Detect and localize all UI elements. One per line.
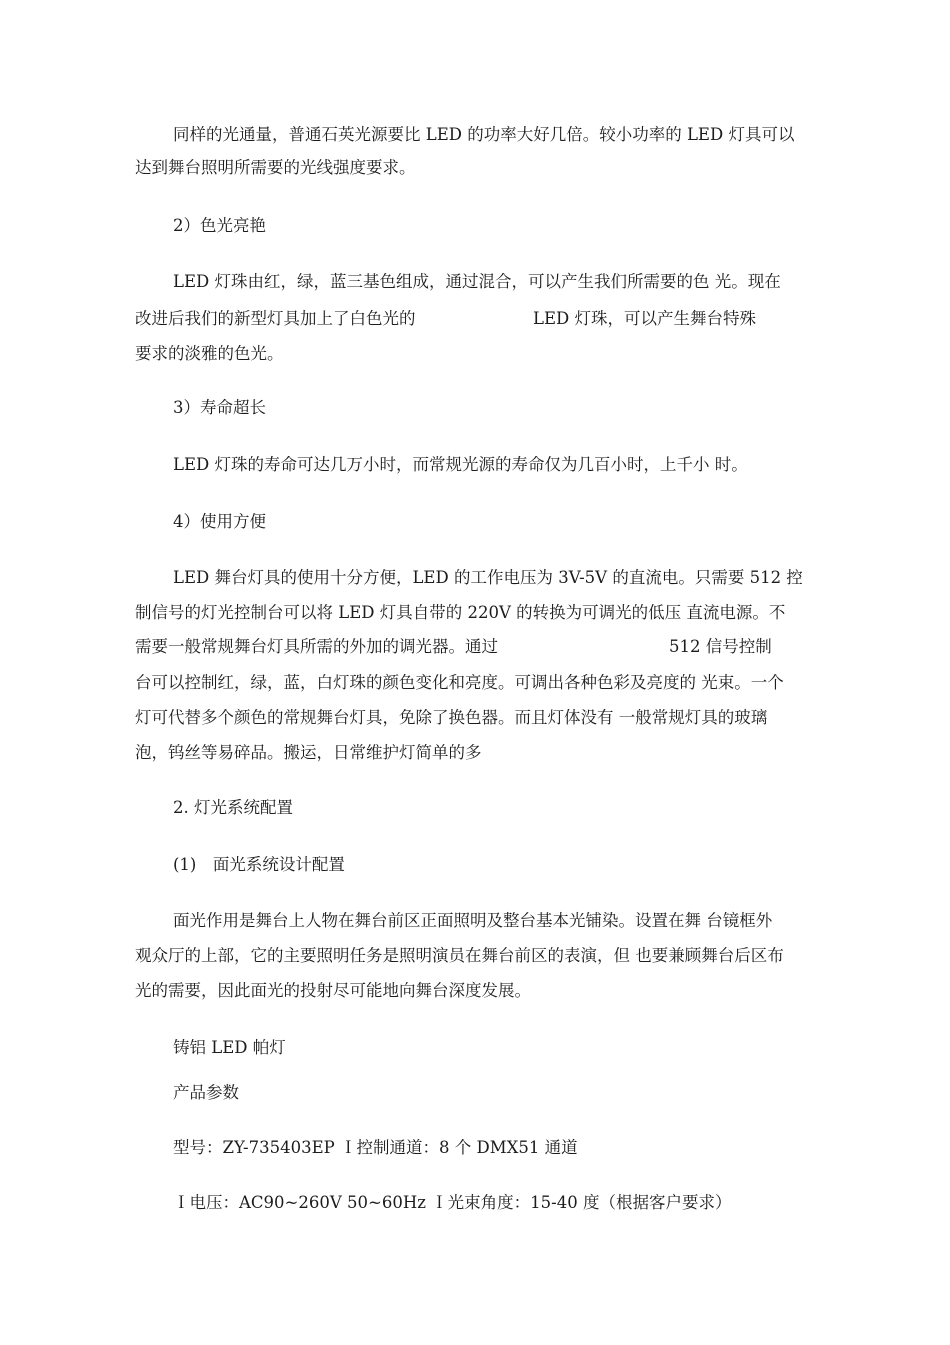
paragraph-line: 需要一般常规舞台灯具所需的外加的调光器。通过 xyxy=(135,637,498,656)
paragraph-line: 要求的淡雅的色光。 xyxy=(135,344,284,363)
paragraph-line: 同样的光通量，普通石英光源要比 LED 的功率大好几倍。较小功率的 LED 灯具可以 xyxy=(173,125,795,144)
paragraph-line: 光的需要，因此面光的投射尽可能地向舞台深度发展。 xyxy=(135,981,531,1000)
subsection-heading: (1) 面光系统设计配置 xyxy=(173,855,345,874)
section-heading: 4）使用方便 xyxy=(173,512,266,531)
paragraph-line: LED 灯珠的寿命可达几万小时，而常规光源的寿命仅为几百小时，上千小 时。 xyxy=(173,455,748,474)
paragraph-line: LED 舞台灯具的使用十分方便，LED 的工作电压为 3V-5V 的直流电。只需要 512 控 xyxy=(173,568,803,587)
paragraph-line: 台可以控制红，绿，蓝，白灯珠的颜色变化和亮度。可调出各种色彩及亮度的 光束。一个 xyxy=(135,673,784,692)
params-title: 产品参数 xyxy=(173,1083,239,1102)
section-heading: 2. 灯光系统配置 xyxy=(173,798,293,817)
paragraph-line: LED 灯珠，可以产生舞台特殊 xyxy=(533,309,756,328)
spec-line: Ｉ电压：AC90~260V 50~60Hz Ｉ光束角度：15-40 度（根据客户要求） xyxy=(173,1193,732,1212)
paragraph-line: 制信号的灯光控制台可以将 LED 灯具自带的 220V 的转换为可调光的低压 直流电源。不 xyxy=(135,603,786,622)
paragraph-line: 达到舞台照明所需要的光线强度要求。 xyxy=(135,158,416,177)
section-heading: 3）寿命超长 xyxy=(173,398,266,417)
spec-line: 型号：ZY-735403EP Ｉ控制通道：8 个 DMX51 通道 xyxy=(173,1138,578,1157)
paragraph-line: 泡，钨丝等易碎品。搬运，日常维护灯简单的多 xyxy=(135,743,482,762)
paragraph-line: 观众厅的上部，它的主要照明任务是照明演员在舞台前区的表演，但 也要兼顾舞台后区布 xyxy=(135,946,784,965)
paragraph-line: 512 信号控制 xyxy=(669,637,772,656)
paragraph-line: LED 灯珠由红，绿，蓝三基色组成，通过混合，可以产生我们所需要的色 光。现在 xyxy=(173,272,781,291)
paragraph-line: 改进后我们的新型灯具加上了白色光的 xyxy=(135,309,416,328)
paragraph-line: 灯可代替多个颜色的常规舞台灯具，免除了换色器。而且灯体没有 一般常规灯具的玻璃 xyxy=(135,708,768,727)
product-name: 铸铝 LED 帕灯 xyxy=(173,1038,286,1057)
paragraph-line: 面光作用是舞台上人物在舞台前区正面照明及整台基本光铺染。设置在舞 台镜框外 xyxy=(173,911,773,930)
section-heading: 2）色光亮艳 xyxy=(173,216,266,235)
